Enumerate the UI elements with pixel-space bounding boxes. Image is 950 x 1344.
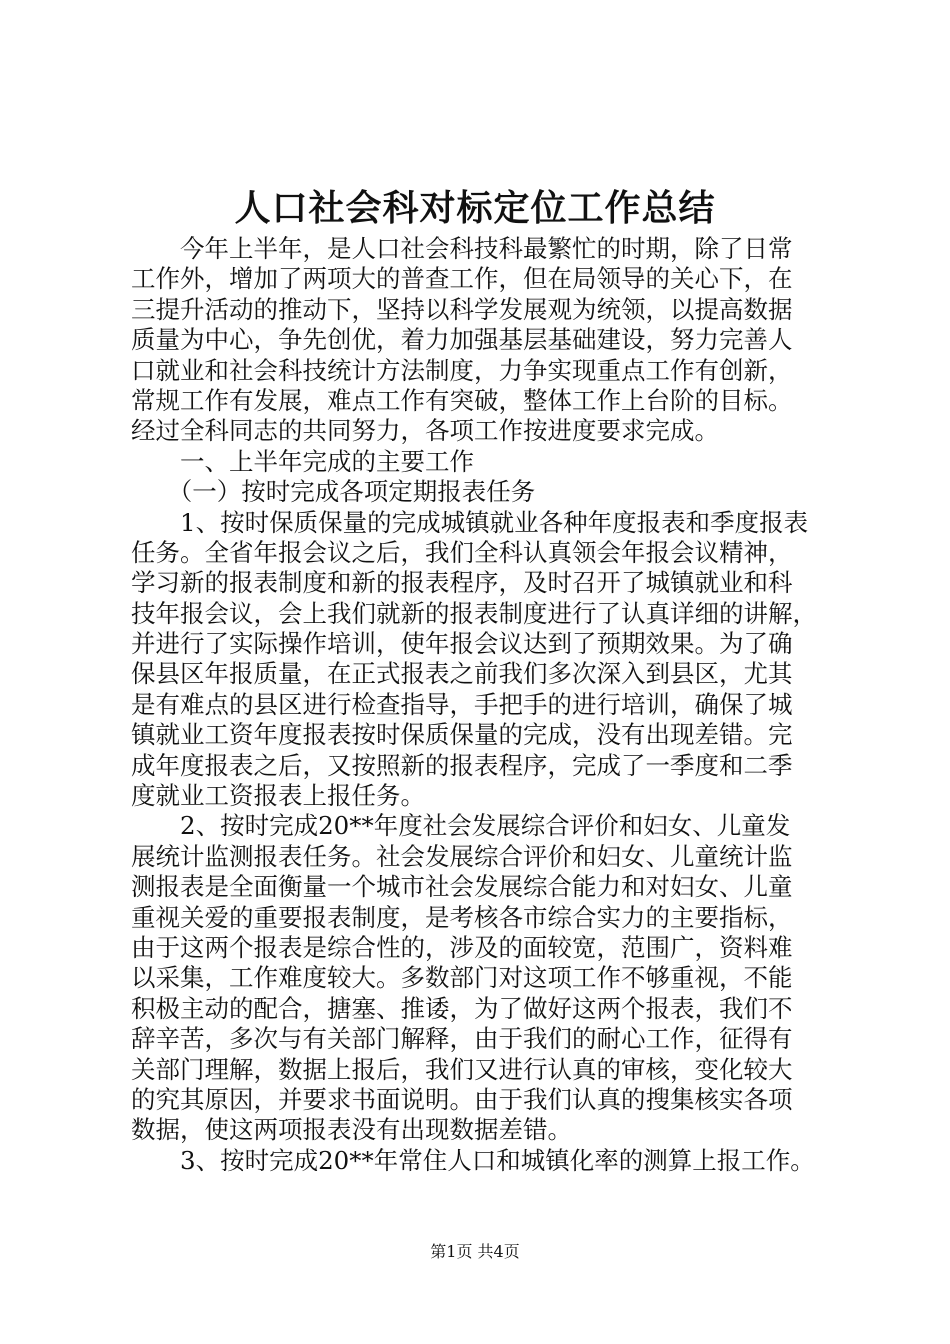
body-text-line: 是有难点的县区进行检查指导，手把手的进行培训，确保了城	[131, 689, 793, 719]
body-text-line: 工作外，增加了两项大的普查工作，但在局领导的关心下，在	[131, 264, 793, 294]
page-indicator: 第1页 共4页	[430, 1242, 520, 1261]
body-text-line: 一、上半年完成的主要工作	[131, 446, 474, 476]
body-text-line: 由于这两个报表是综合性的，涉及的面较宽，范围广，资料难	[131, 932, 793, 962]
body-text-line: 展统计监测报表任务。社会发展综合评价和妇女、儿童统计监	[131, 841, 793, 871]
body-text-line: 的究其原因，并要求书面说明。由于我们认真的搜集核实各项	[131, 1084, 793, 1114]
body-text-line: 学习新的报表制度和新的报表程序，及时召开了城镇就业和科	[131, 568, 793, 598]
body-text-line: 测报表是全面衡量一个城市社会发展综合能力和对妇女、儿童	[131, 872, 793, 902]
body-text-line: 3、按时完成20**年常住人口和城镇化率的测算上报工作。	[131, 1145, 815, 1175]
body-text-line: 成年度报表之后，又按照新的报表程序，完成了一季度和二季	[131, 750, 793, 780]
body-text-line: 保县区年报质量，在正式报表之前我们多次深入到县区，尤其	[131, 659, 793, 689]
body-text-line: 技年报会议，会上我们就新的报表制度进行了认真详细的讲解，	[131, 598, 817, 628]
document-title: 人口社会科对标定位工作总结	[234, 187, 716, 229]
body-text-line: 口就业和社会科技统计方法制度，力争实现重点工作有创新，	[131, 355, 793, 385]
body-text-line: 重视关爱的重要报表制度，是考核各市综合实力的主要指标，	[131, 902, 793, 932]
document-body	[131, 234, 831, 1176]
body-text-line: 今年上半年，是人口社会科技科最繁忙的时期，除了日常	[131, 234, 793, 263]
body-text-line: 数据，使这两项报表没有出现数据差错。	[131, 1115, 572, 1145]
body-text-line: 三提升活动的推动下，坚持以科学发展观为统领，以提高数据	[131, 294, 793, 324]
body-text-line: 关部门理解，数据上报后，我们又进行认真的审核，变化较大	[131, 1054, 793, 1084]
body-text-line: 积极主动的配合，搪塞、推诿，为了做好这两个报表，我们不	[131, 993, 793, 1023]
body-text-line: 1、按时保质保量的完成城镇就业各种年度报表和季度报表	[131, 507, 809, 537]
body-text-line: 2、按时完成20**年度社会发展综合评价和妇女、儿童发	[131, 811, 791, 841]
body-text-line: 度就业工资报表上报任务。	[131, 781, 425, 811]
body-text-line: 质量为中心，争先创优，着力加强基层基础建设，努力完善人	[131, 325, 793, 355]
body-text-line: 常规工作有发展，难点工作有突破，整体工作上台阶的目标。	[131, 385, 793, 415]
body-text-line: 以采集，工作难度较大。多数部门对这项工作不够重视，不能	[131, 963, 793, 993]
body-text-line: 辞辛苦，多次与有关部门解释，由于我们的耐心工作，征得有	[131, 1024, 793, 1054]
body-text-line: 并进行了实际操作培训，使年报会议达到了预期效果。为了确	[131, 629, 793, 659]
body-text-line: 镇就业工资年度报表按时保质保量的完成，没有出现差错。完	[131, 720, 793, 750]
body-text-line: （一）按时完成各项定期报表任务	[131, 477, 536, 507]
body-text-line: 任务。全省年报会议之后，我们全科认真领会年报会议精神，	[131, 537, 793, 567]
body-text-line: 经过全科同志的共同努力，各项工作按进度要求完成。	[131, 416, 719, 446]
